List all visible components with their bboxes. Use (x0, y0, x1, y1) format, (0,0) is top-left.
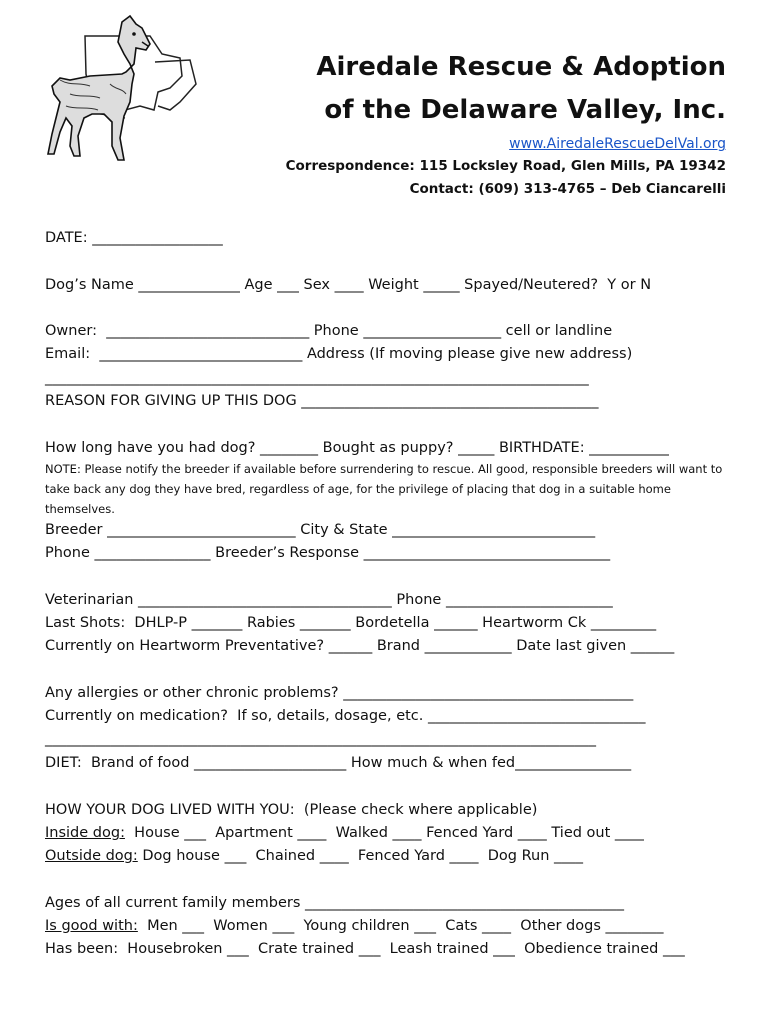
medication-blank-line[interactable]: ____________________________________________________________________________ (45, 731, 596, 747)
organization-title-line1: Airedale Rescue & Adoption (316, 52, 726, 82)
inside-dog-line[interactable] (45, 824, 644, 842)
veterinarian-line[interactable]: Veterinarian ___________________________________ Phone _______________________ (45, 592, 613, 608)
allergies-line[interactable]: Any allergies or other chronic problems? ________________________________________ (45, 685, 634, 701)
reason-line[interactable]: REASON FOR GIVING UP THIS DOG _________________________________________ (45, 393, 599, 409)
how-long-line[interactable]: How long have you had dog? ________ Bought as puppy? _____ BIRTHDATE: ___________ (45, 440, 669, 456)
family-ages-line[interactable]: Ages of all current family members ____________________________________________ (45, 895, 625, 911)
diet-line[interactable]: DIET: Brand of food _____________________ How much & when fed________________ (45, 755, 632, 771)
airedale-dog-logo-icon (30, 14, 200, 184)
breeder-line[interactable]: Breeder __________________________ City & State ____________________________ (45, 522, 596, 538)
heartworm-line[interactable]: Currently on Heartworm Preventative? ______ Brand ____________ Date last given ______ (45, 638, 675, 654)
contact-info: Contact: (609) 313-4765 – Deb Ciancarelli (409, 181, 726, 197)
date-field[interactable]: DATE: __________________ (45, 230, 223, 246)
inside-dog-options[interactable]: House ___ Apartment ____ Walked ____ Fenced Yard ____ Tied out ____ (124, 825, 644, 841)
outside-dog-label: Outside dog: (45, 848, 138, 864)
medication-line[interactable]: Currently on medication? If so, details, dosage, etc. ______________________________ (45, 708, 646, 724)
breeder-phone-line[interactable]: Phone ________________ Breeder’s Response __________________________________ (45, 545, 611, 561)
website-link[interactable]: www.AiredaleRescueDelVal.org (509, 136, 726, 152)
email-line[interactable]: Email: ____________________________ Address (If moving please give new address) (45, 346, 633, 362)
dog-info-line[interactable]: Dog’s Name ______________ Age ___ Sex ____ Weight _____ Spayed/Neutered? Y or N (45, 277, 652, 293)
good-with-options[interactable]: Men ___ Women ___ Young children ___ Cats ____ Other dogs ________ (137, 918, 664, 934)
good-with-label: Is good with: (45, 918, 138, 934)
how-lived-heading: HOW YOUR DOG LIVED WITH YOU: (Please check where applicable) (45, 802, 538, 818)
breeder-note: NOTE: Please notify the breeder if available before surrendering to rescue. All good, responsible breeders will want to take back any dog they have bred, regardless of age, for the privilege of placing that dog in a suitable home themselves. (45, 462, 723, 516)
inside-dog-label: Inside dog: (45, 825, 125, 841)
owner-line[interactable]: Owner: ____________________________ Phone ___________________ cell or landline (45, 323, 613, 339)
outside-dog-options[interactable]: Dog house ___ Chained ____ Fenced Yard ____ Dog Run ____ (137, 848, 584, 864)
has-been-line[interactable]: Has been: Housebroken ___ Crate trained ___ Leash trained ___ Obedience trained ___ (45, 941, 685, 957)
address-blank-line[interactable]: ___________________________________________________________________________ (45, 370, 589, 386)
outside-dog-line[interactable] (45, 847, 583, 865)
good-with-line[interactable] (45, 917, 664, 935)
correspondence-address: Correspondence: 115 Locksley Road, Glen Mills, PA 19342 (285, 158, 726, 174)
last-shots-line[interactable]: Last Shots: DHLP-P _______ Rabies _______ Bordetella ______ Heartworm Ck _________ (45, 615, 657, 631)
organization-title-line2: of the Delaware Valley, Inc. (324, 95, 726, 125)
